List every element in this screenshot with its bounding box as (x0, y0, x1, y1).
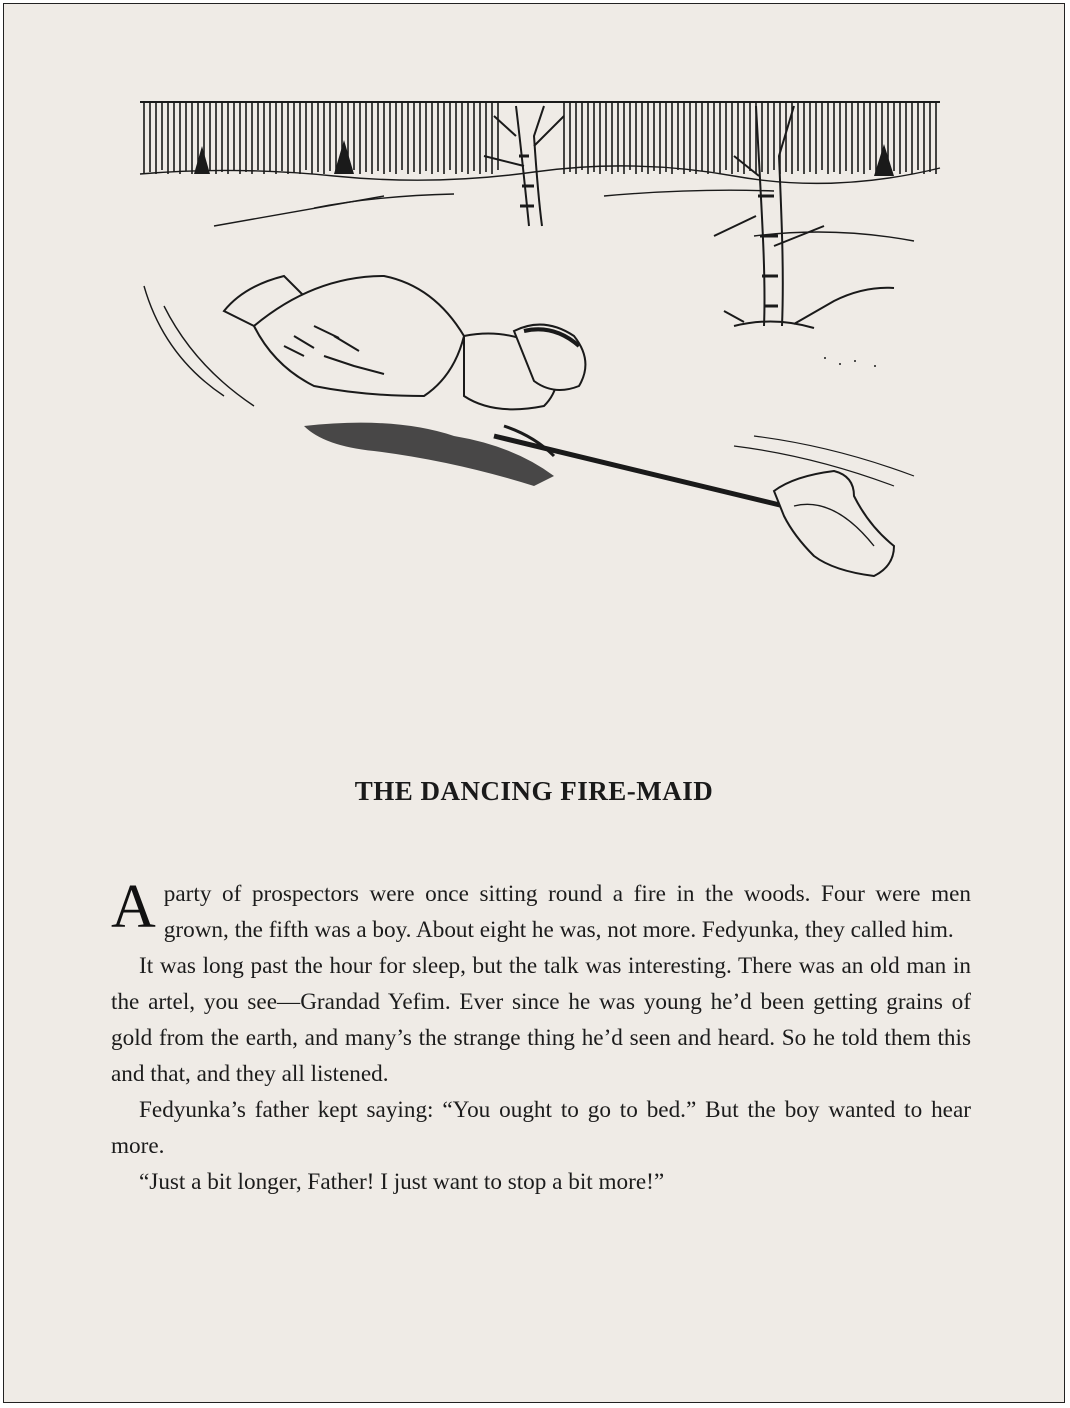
paragraph-1 (111, 873, 971, 948)
paragraph-1-text: party of prospectors were once sitting round a fire in the woods. Four were men grown, the fifth was a boy. About eight he was, not more. Fedyunka, they called him. (163, 881, 971, 943)
illustration-boy-on-snow (134, 96, 946, 586)
story-body (111, 873, 971, 1200)
boy-figure (224, 276, 914, 576)
story-title: THE DANCING FIRE-MAID (354, 776, 714, 806)
illustration-drawing (134, 96, 946, 586)
book-page (3, 3, 1065, 1403)
paragraph-4: “Just a bit longer, Father! I just want to stop a bit more!” (139, 1169, 665, 1195)
forest-band (140, 102, 940, 183)
paragraph-2: It was long past the hour for sleep, but the talk was interesting. There was an old man in the artel, you see—Grandad Yefim. Ever since he was young he’d been getting grains of gold from the earth, and many’s the strange thing he’d seen and heard. So he told them this and that, and they all listened. (111, 953, 971, 1087)
drop-cap: A (111, 873, 156, 941)
paragraph-3: Fedyunka’s father kept saying: “You ought to go to bed.” But the boy wanted to hear more. (111, 1097, 971, 1159)
